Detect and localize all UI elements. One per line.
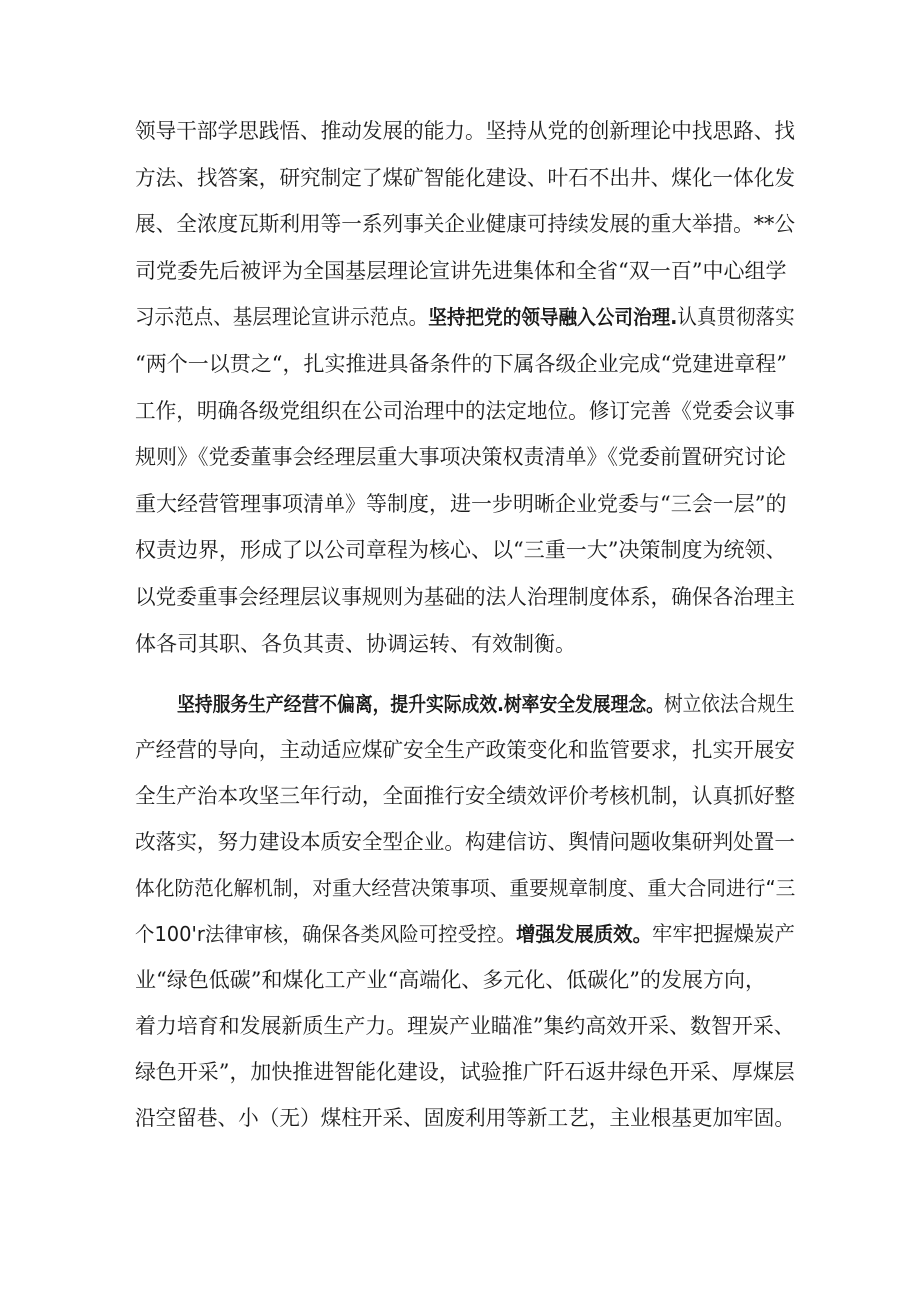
text-line [135, 248, 786, 294]
text-line [135, 1003, 795, 1049]
text-line [135, 574, 795, 620]
text-line [135, 155, 795, 201]
text-line [135, 341, 787, 387]
body-text: “两个一以贯之“，扎实推进具备条件的下属各级企业完成“党建进章程” [135, 352, 787, 376]
body-text: 规则》《党委董事会经理层重大事项决策权责清单》《党委前置研究讨论 [135, 445, 786, 470]
text-line [135, 621, 576, 667]
text-line [135, 819, 795, 865]
text-line [135, 773, 795, 819]
body-text: 以党委重事会经理层议事规则为基础的法人治理制度体系，确保各治理主 [135, 585, 795, 609]
body-text: 全生产治本攻坚三年行动，全面推行安全绩效评价考核机制，认真抓好整 [135, 784, 795, 808]
text-line [135, 108, 795, 154]
body-text: 牢牢把握燥炭产 [652, 922, 795, 946]
body-text: 体各司其职、各负其责、协调运转、有效制衡。 [135, 631, 576, 656]
text-line [135, 201, 795, 247]
text-line [177, 681, 795, 727]
bold-heading-text: 坚持把党的领导融入公司治理. [428, 305, 678, 330]
text-line [135, 727, 795, 773]
body-text: 改落实，努力建设本质安全型企业。构建信访、舆情问题收集研判处置一 [135, 830, 795, 854]
body-text: 权责边界，形成了以公司章程为核心、以“三重一大”决策制度为统领、 [135, 538, 787, 563]
text-line [135, 388, 795, 434]
bold-heading-text: 增强发展质效。 [515, 922, 653, 946]
body-text: 树立依法合规生 [663, 692, 795, 716]
body-text: 方法、找答案，研究制定了煤矿智能化建设、叶石不出井、煤化一体化发 [135, 165, 795, 190]
body-text: 体化防范化解机制，对重大经营决策事项、重要规章制度、重大合同进行“三 [135, 876, 796, 900]
text-line [135, 865, 795, 911]
text-line [135, 957, 766, 1003]
text-line [135, 911, 795, 957]
body-text: 业“绿色低碳”和煤化工产业“高端化、多元化、低碳化”的发展方向， [135, 968, 766, 992]
body-text: 绿色开采”，加快推进智能化建设，试验推广阡石返井绿色开采、厚煤层 [135, 1060, 795, 1084]
body-text: 着力培育和发展新质生产力。理炭产业瞄准”集约高效开采、数智开采、 [135, 1014, 795, 1038]
body-text: 个100'r法律审核，确保各类风险可控受控。 [135, 922, 516, 946]
body-text: 展、全浓度瓦斯利用等一系列事关企业健康可持续发展的重大举措。**公 [135, 212, 795, 237]
body-text: 习示范点、基层理论宣讲示范点。 [135, 305, 429, 330]
text-line [135, 481, 786, 527]
text-line [135, 434, 786, 480]
body-text: 领导干部学思践悟、推动发展的能力。坚持从党的创新理论中找思路、找 [135, 119, 795, 143]
text-line [135, 294, 795, 340]
body-text: 产经营的导向，主动适应煤矿安全生产政策变化和监管要求，扎实开展安 [135, 738, 795, 762]
body-text: 工作，明确各级党组织在公司治理中的法定地位。修订完善《党委会议事 [135, 398, 795, 423]
body-text: 沿空留巷、小（无）煤柱开采、固废利用等新工艺，主业根基更加牢固。 [135, 1106, 795, 1130]
body-text: 司党委先后被评为全国基层理论宣讲先进集体和全省“双一百”中心组学 [135, 258, 787, 283]
body-text: 重大经营管理事项清单》等制度，进一步明晰企业党委与“三会一层”的 [135, 491, 787, 516]
text-line [135, 527, 786, 573]
bold-heading-text: 坚持服务生产经营不偏离，提升实际成效.树率安全发展理念。 [177, 692, 664, 716]
text-line [135, 1049, 795, 1095]
body-text: 认真贯彻落实 [677, 305, 795, 330]
text-line [135, 1095, 795, 1141]
